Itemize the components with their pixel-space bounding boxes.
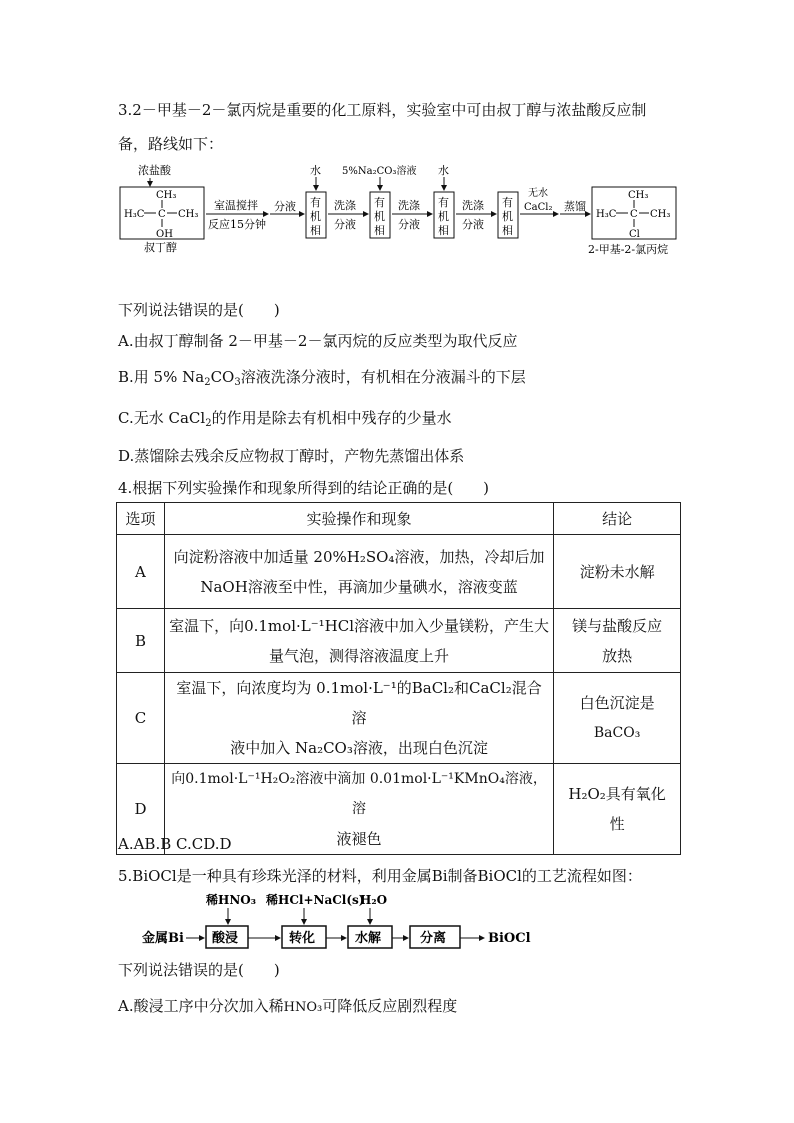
add-water-1: 水 [310, 164, 321, 177]
organic-phase-4-char3: 相 [502, 224, 513, 237]
product-cl: Cl [629, 229, 640, 240]
q3-question: 下列说法错误的是( ) [118, 301, 280, 319]
product-name: 2-甲基-2-氯丙烷 [588, 243, 669, 256]
add-na2co3: 5%Na₂CO₃溶液 [342, 166, 417, 177]
q5-step-acid-leach-label: 酸浸 [212, 931, 239, 946]
reagent-conc-hcl: 浓盐酸 [138, 164, 171, 177]
q5-start-metal-bi: 金属Bi [142, 931, 184, 946]
row-b-conclusion-1: 镁与盐酸反应 [572, 616, 663, 635]
q5-stem: 5.BiOCl是一种具有珍珠光泽的材料，利用金属Bi制备BiOCl的工艺流程如图： [118, 867, 642, 885]
experiment-table [116, 502, 681, 855]
row-a-conclusion: 淀粉未水解 [579, 562, 655, 581]
add-water-2: 水 [438, 164, 449, 177]
start-oh: OH [156, 229, 173, 240]
q3-option-d: D.蒸馏除去残余反应物叔丁醇时，产物先蒸馏出体系 [118, 447, 465, 465]
wash3-top: 洗涤 [462, 199, 484, 212]
start-ch3-top: CH₃ [156, 190, 177, 201]
product-ch3-top: CH₃ [628, 190, 649, 201]
organic-phase-2-char2: 机 [374, 210, 385, 223]
row-b-op-line1: 室温下，向0.1mol·L⁻¹HCl溶液中加入少量镁粉，产生大 [169, 616, 550, 635]
arrow2-label: 分液 [274, 200, 296, 213]
q5-option-a-formula: HNO₃ [283, 1000, 323, 1015]
q4-stem: 4.根据下列实验操作和现象所得到的结论正确的是( ) [118, 479, 490, 497]
q3-option-c-post: 的作用是除去有机相中残存的少量水 [211, 409, 452, 427]
q3-option-a: A.由叔丁醇制备 2－甲基－2－氯丙烷的反应类型为取代反应 [118, 332, 518, 350]
start-c: C [158, 209, 166, 220]
dry-bottom: CaCl₂ [524, 202, 553, 213]
row-c-conclusion-2: BaCO₃ [593, 725, 641, 741]
q3-option-b-pre: B.用 5% Na [118, 368, 205, 386]
q3-option-b-post: 溶液洗涤分液时，有机相在分液漏斗的下层 [240, 368, 526, 386]
start-name: 叔丁醇 [144, 241, 177, 254]
row-d-conclusion-2: 性 [609, 815, 625, 833]
table-header-row [117, 503, 681, 535]
start-ch3-right: CH₃ [178, 209, 199, 220]
q3-stem-line2: 备，路线如下： [118, 135, 224, 153]
organic-phase-2-char3: 相 [374, 224, 385, 237]
row-d-conclusion-1: H₂O₂具有氧化 [568, 785, 666, 803]
wash2-bottom: 分液 [398, 218, 420, 231]
distill-label: 蒸馏 [564, 200, 586, 213]
wash3-bottom: 分液 [462, 218, 484, 231]
organic-phase-3-char2: 机 [438, 210, 449, 223]
product-h3c: H₃C [596, 209, 617, 220]
q3-stem-line1: 3.2－甲基－2－氯丙烷是重要的化工原料，实验室中可由叔丁醇与浓盐酸反应制 [118, 101, 647, 119]
start-h3c: H₃C [124, 209, 145, 220]
q5-reagent-h2o: H₂O [360, 893, 388, 907]
row-a-op-line2: NaOH溶液至中性，再滴加少量碘水，溶液变蓝 [200, 577, 518, 596]
row-c-op-line2: 液中加入 Na₂CO₃溶液，出现白色沉淀 [230, 739, 488, 757]
organic-phase-4-char1: 有 [502, 196, 513, 209]
row-d-op-line2: 液褪色 [336, 830, 382, 848]
q5-reagent-hcl-nacl: 稀HCl+NaCl(s) [266, 893, 365, 907]
header-conclusion: 结论 [554, 503, 681, 535]
q5-product-biocl: BiOCl [488, 931, 531, 946]
organic-phase-1-char3: 相 [310, 224, 321, 237]
q5-flow-diagram [140, 888, 560, 952]
wash2-top: 洗涤 [398, 199, 420, 212]
table-row [117, 609, 681, 673]
wash1-top: 洗涤 [334, 199, 356, 212]
q3-option-c: C.无水 CaCl$_2$的作用是除去有机相中残存的少量水 [118, 409, 452, 429]
arrow1-top-label: 室温搅拌 [214, 199, 258, 212]
row-a-option: A [117, 535, 165, 609]
q5-step-convert-label: 转化 [289, 931, 316, 946]
table-row [117, 535, 681, 609]
product-ch3-right: CH₃ [650, 209, 671, 220]
organic-phase-1-char1: 有 [310, 196, 321, 209]
arrow1-bottom-label: 反应15分钟 [208, 218, 266, 231]
q3-option-c-pre: C.无水 CaCl [118, 409, 206, 427]
q5-question: 下列说法错误的是( ) [118, 961, 280, 979]
dry-top: 无水 [528, 188, 548, 199]
q5-option-a-post: 可降低反应剧烈程度 [322, 997, 458, 1015]
q5-step-hydrolysis-label: 水解 [355, 931, 382, 946]
q5-reagent-hno3: 稀HNO₃ [206, 893, 257, 907]
row-b-conclusion-2: 放热 [602, 646, 633, 665]
product-c: C [630, 209, 638, 220]
row-c-op-line1: 室温下，向浓度均为 0.1mol·L⁻¹的BaCl₂和CaCl₂混合溶 [176, 679, 542, 727]
q5-option-a-pre: A.酸浸工序中分次加入稀 [118, 997, 284, 1015]
row-d-op-line1: 向0.1mol·L⁻¹H₂O₂溶液中滴加 0.01mol·L⁻¹KMnO₄溶液，溶 [171, 771, 547, 817]
q5-option-a [118, 996, 457, 1018]
row-d-option: D [117, 764, 165, 855]
organic-phase-3-char3: 相 [438, 224, 449, 237]
wash1-bottom: 分液 [334, 218, 356, 231]
q3-flow-diagram [116, 160, 686, 260]
organic-phase-4-char2: 机 [502, 210, 513, 223]
q5-step-separate-label: 分离 [420, 931, 447, 946]
row-b-option: B [117, 609, 165, 673]
organic-phase-1-char2: 机 [310, 210, 321, 223]
row-a-op-line1: 向淀粉溶液中加适量 20%H₂SO₄溶液，加热，冷却后加 [173, 547, 545, 566]
organic-phase-2-char1: 有 [374, 196, 385, 209]
q4-answers: A.AB.B C.CD.D [118, 835, 232, 853]
q3-option-b: B.用 5% $Na_2CO_3$溶液洗涤分液时，有机相在分液漏斗的下层 [118, 368, 526, 388]
row-c-option: C [117, 673, 165, 764]
organic-phase-3-char1: 有 [438, 196, 449, 209]
table-row [117, 673, 681, 764]
header-operation: 实验操作和现象 [164, 503, 553, 535]
header-option: 选项 [117, 503, 165, 535]
row-c-conclusion-1: 白色沉淀是 [579, 694, 655, 712]
row-b-op-line2: 量气泡，测得溶液温度上升 [269, 646, 450, 665]
